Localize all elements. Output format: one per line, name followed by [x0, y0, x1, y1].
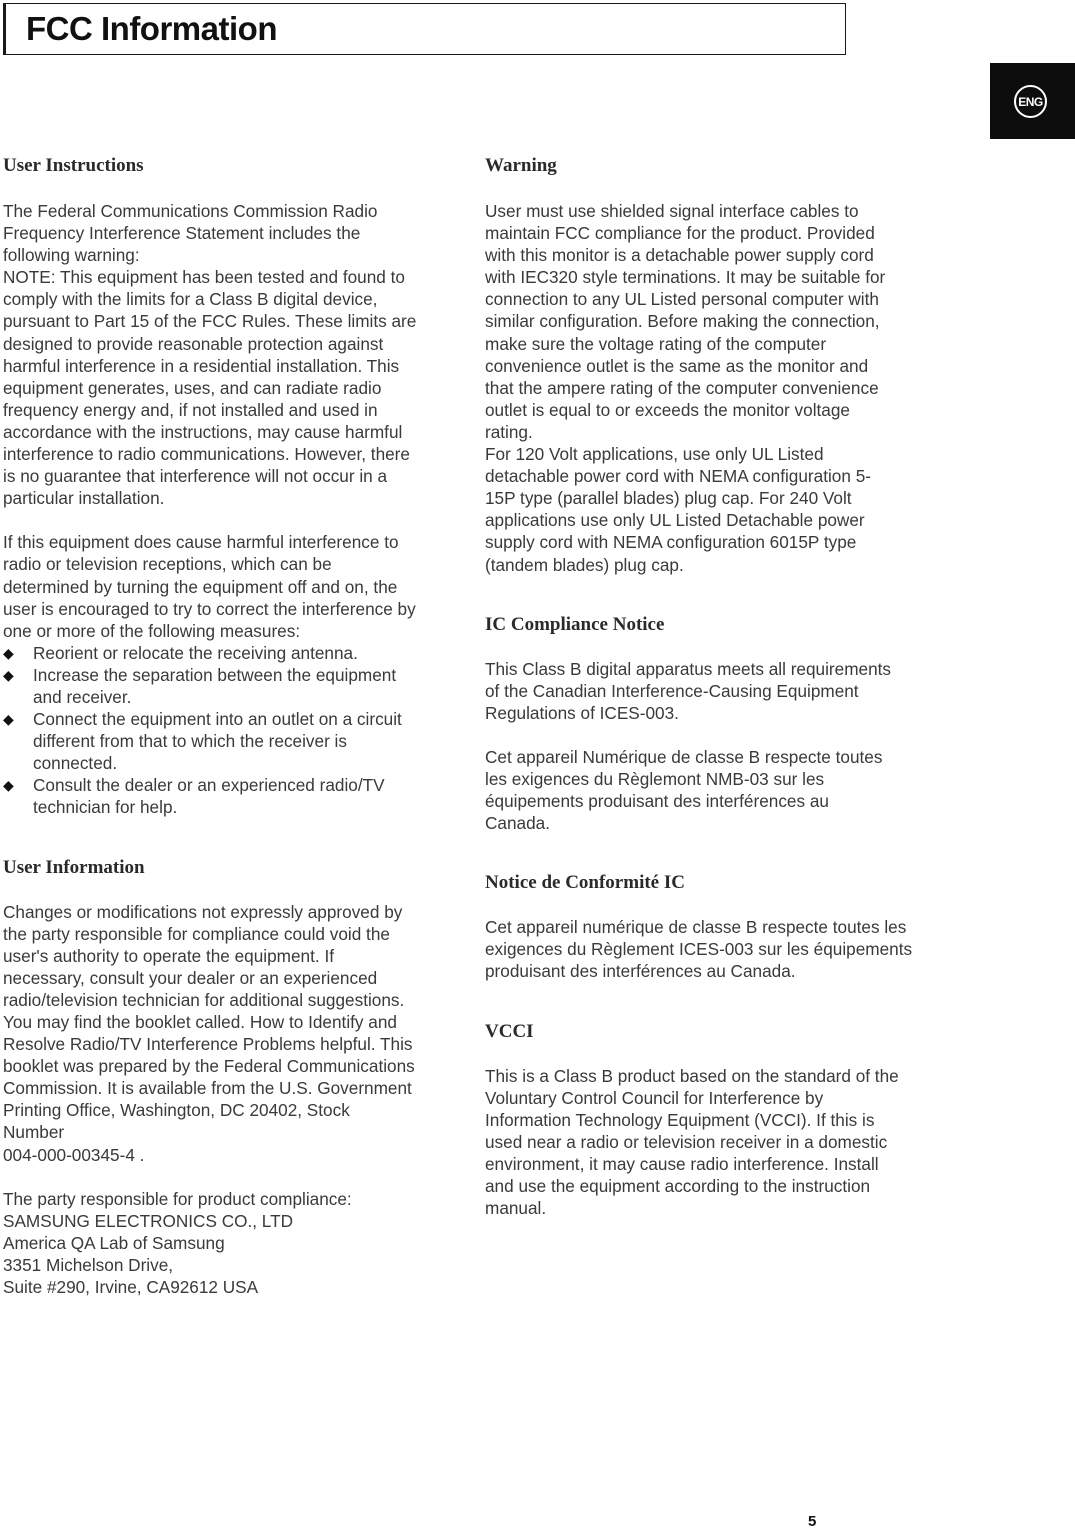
user-information-heading: User Information — [3, 856, 145, 878]
diamond-bullet-icon: ◆ — [3, 666, 14, 683]
ic-compliance-heading: IC Compliance Notice — [485, 613, 665, 635]
notice-conformite-paragraph: Cet appareil numérique de classe B respecte toutes les exigences du Règlement ICES-003 sur les équipements produisant des interférences au Canada. — [485, 917, 913, 982]
user-instructions-section — [3, 155, 428, 819]
list-item: ◆ Consult the dealer or an experienced radio/TV technician for help. — [3, 775, 385, 818]
ic-compliance-paragraph-2: Cet appareil Numérique de classe B respecte toutes les exigences du Règlemont NMB-03 sur les équipements produisant des interférences au Canada. — [485, 746, 883, 834]
user-information-paragraph-1: Changes or modifications not expressly approved by the party responsible for compliance could void the user's authority to operate the equipment. If necessary, consult your dealer or an experienced radio/television technician for additional suggestions. You may find the booklet called. How to Identify and Resolve Radio/TV Interference Problems helpful. This booklet was prepared by the Federal Communications Commission. It is available from the U.S. Government Printing Office, Washington, DC 20402, Stock Number 004-000-00345-4 . — [3, 901, 415, 1165]
diamond-bullet-icon: ◆ — [3, 777, 14, 794]
page-title: FCC Information — [26, 10, 277, 47]
list-item: ◆ Increase the separation between the equipment and receiver. — [3, 664, 397, 707]
diamond-bullet-icon: ◆ — [3, 711, 14, 728]
warning-paragraph: User must use shielded signal interface cables to maintain FCC compliance for the product. Provided with this monitor is a detachable power supply cord with IEC320 style terminations. It may be suitable for connection to any UL Listed personal computer with similar configuration. Before making the connection, make sure the voltage rating of the computer convenience outlet is the same as the monitor and that the ampere rating of the computer convenience outlet is equal to or exceeds the monitor voltage rating. For 120 Volt applications, use only UL Listed detachable power cord with NEMA configuration 5- 15P type (parallel blades) plug cap. For 240 Volt applications use only UL Listed Detachable power supply cord with NEMA configuration 6015P type (tandem blades) plug cap. — [485, 201, 886, 575]
responsible-party-paragraph: The party responsible for product compliance: SAMSUNG ELECTRONICS CO., LTD America QA Lab of Samsung 3351 Michelson Drive, Suite #290, Irvine, CA92612 USA — [3, 1188, 352, 1298]
diamond-bullet-icon: ◆ — [3, 644, 14, 661]
ic-compliance-section — [485, 614, 915, 835]
warning-section — [485, 155, 915, 576]
language-badge-icon: ENG — [1014, 85, 1047, 118]
right-column — [485, 155, 915, 1219]
user-instructions-heading: User Instructions — [3, 155, 144, 176]
left-column — [3, 155, 428, 1298]
ic-compliance-paragraph-1: This Class B digital apparatus meets all requirements of the Canadian Interference-Causing Equipment Regulations of ICES-003. — [485, 658, 891, 723]
user-instructions-paragraph-1: The Federal Communications Commission Radio Frequency Interference Statement includes the following warning: NOTE: This equipment has been tested and found to comply with the limits for a Class B digital device, pursuant to Part 15 of the FCC Rules. These limits are designed to provide reasonable protection against harmful interference in a residential installation. This equipment generates, uses, and can radiate radio frequency energy and, if not installed and used in accordance with the instructions, may cause harmful interference to radio communications. However, there is no guarantee that interference will not occur in a particular installation. — [3, 201, 417, 509]
page-number: 5 — [808, 1513, 817, 1530]
list-item: ◆ Connect the equipment into an outlet on a circuit different from that to which the receiver is connected. — [3, 709, 402, 774]
page-title-box — [3, 3, 846, 55]
notice-conformite-section — [485, 872, 915, 982]
user-information-section — [3, 857, 428, 1299]
vcci-paragraph: This is a Class B product based on the standard of the Voluntary Control Council for Interference by Information Technology Equipment (VCCI). If this is used near a radio or television receiver in a domestic environment, it may cause radio interference. Install and use the equipment according to the instruction manual. — [485, 1065, 899, 1219]
notice-conformite-heading: Notice de Conformité IC — [485, 872, 685, 894]
vcci-section — [485, 1021, 915, 1220]
language-tab — [990, 63, 1075, 139]
measures-list — [3, 642, 428, 819]
warning-heading: Warning — [485, 155, 557, 176]
user-instructions-paragraph-2: If this equipment does cause harmful interference to radio or television receptions, which can be determined by turning the equipment off and on, the user is encouraged to try to correct the interference by one or more of the following measures: — [3, 532, 416, 641]
list-item: ◆ Reorient or relocate the receiving antenna. — [3, 642, 358, 663]
vcci-heading: VCCI — [485, 1020, 534, 1042]
